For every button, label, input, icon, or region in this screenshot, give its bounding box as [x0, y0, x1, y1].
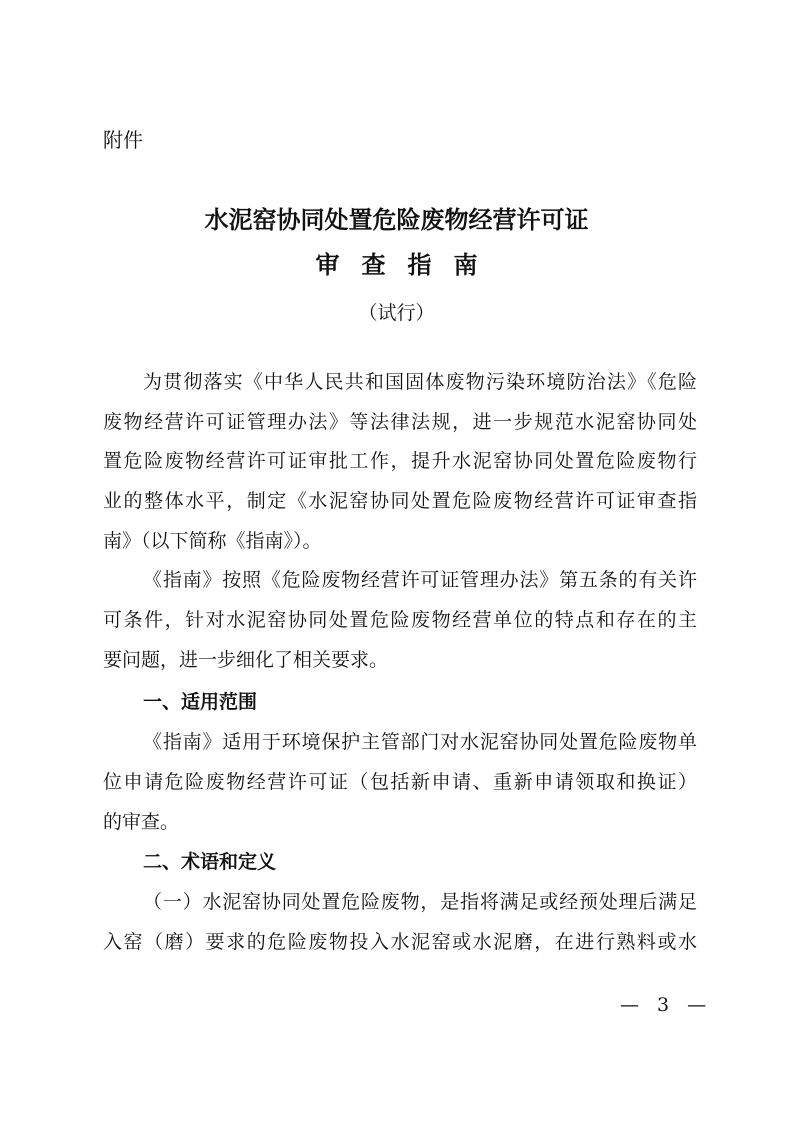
body-line: 《指南》按照《危险废物经营许可证管理办法》第五条的有关许 — [143, 569, 697, 591]
body-line: 南》（以下简称《指南》）。 — [103, 530, 322, 552]
body-line: （一）水泥窑协同处置危险废物，是指将满足或经预处理后满足 — [143, 891, 697, 913]
body-line: 为贯彻落实《中华人民共和国固体废物污染环境防治法》《危险 — [143, 371, 697, 393]
section-heading: 二、术语和定义 — [143, 851, 277, 873]
body-line: 要问题，进一步细化了相关要求。 — [103, 649, 389, 671]
body-line: 位申请危险废物经营许可证（包括新申请、重新申请领取和换证） — [103, 771, 697, 793]
body-line: 置危险废物经营许可证审批工作，提升水泥窑协同处置危险废物行 — [103, 450, 697, 472]
body-line: 业的整体水平，制定《水泥窑协同处置危险废物经营许可证审查指 — [103, 490, 697, 512]
body-line: 废物经营许可证管理办法》等法律法规，进一步规范水泥窑协同处 — [103, 411, 697, 433]
body-line: 可条件，针对水泥窑协同处置危险废物经营单位的特点和存在的主 — [103, 609, 697, 631]
document-title-line2: 审查指南 — [315, 251, 500, 279]
section-heading: 一、适用范围 — [143, 691, 258, 713]
document-title: 水泥窑协同处置危险废物经营许可证 — [204, 206, 589, 234]
page-number: — 3 — — [620, 994, 713, 1016]
document-subtitle: （试行） — [358, 302, 435, 324]
body-line: 入窑（磨）要求的危险废物投入水泥窑或水泥磨，在进行熟料或水 — [103, 931, 697, 953]
attachment-label: 附件 — [103, 128, 143, 152]
body-line: 《指南》适用于环境保护主管部门对水泥窑协同处置危险废物单 — [143, 731, 697, 753]
body-line: 的审查。 — [103, 811, 180, 833]
